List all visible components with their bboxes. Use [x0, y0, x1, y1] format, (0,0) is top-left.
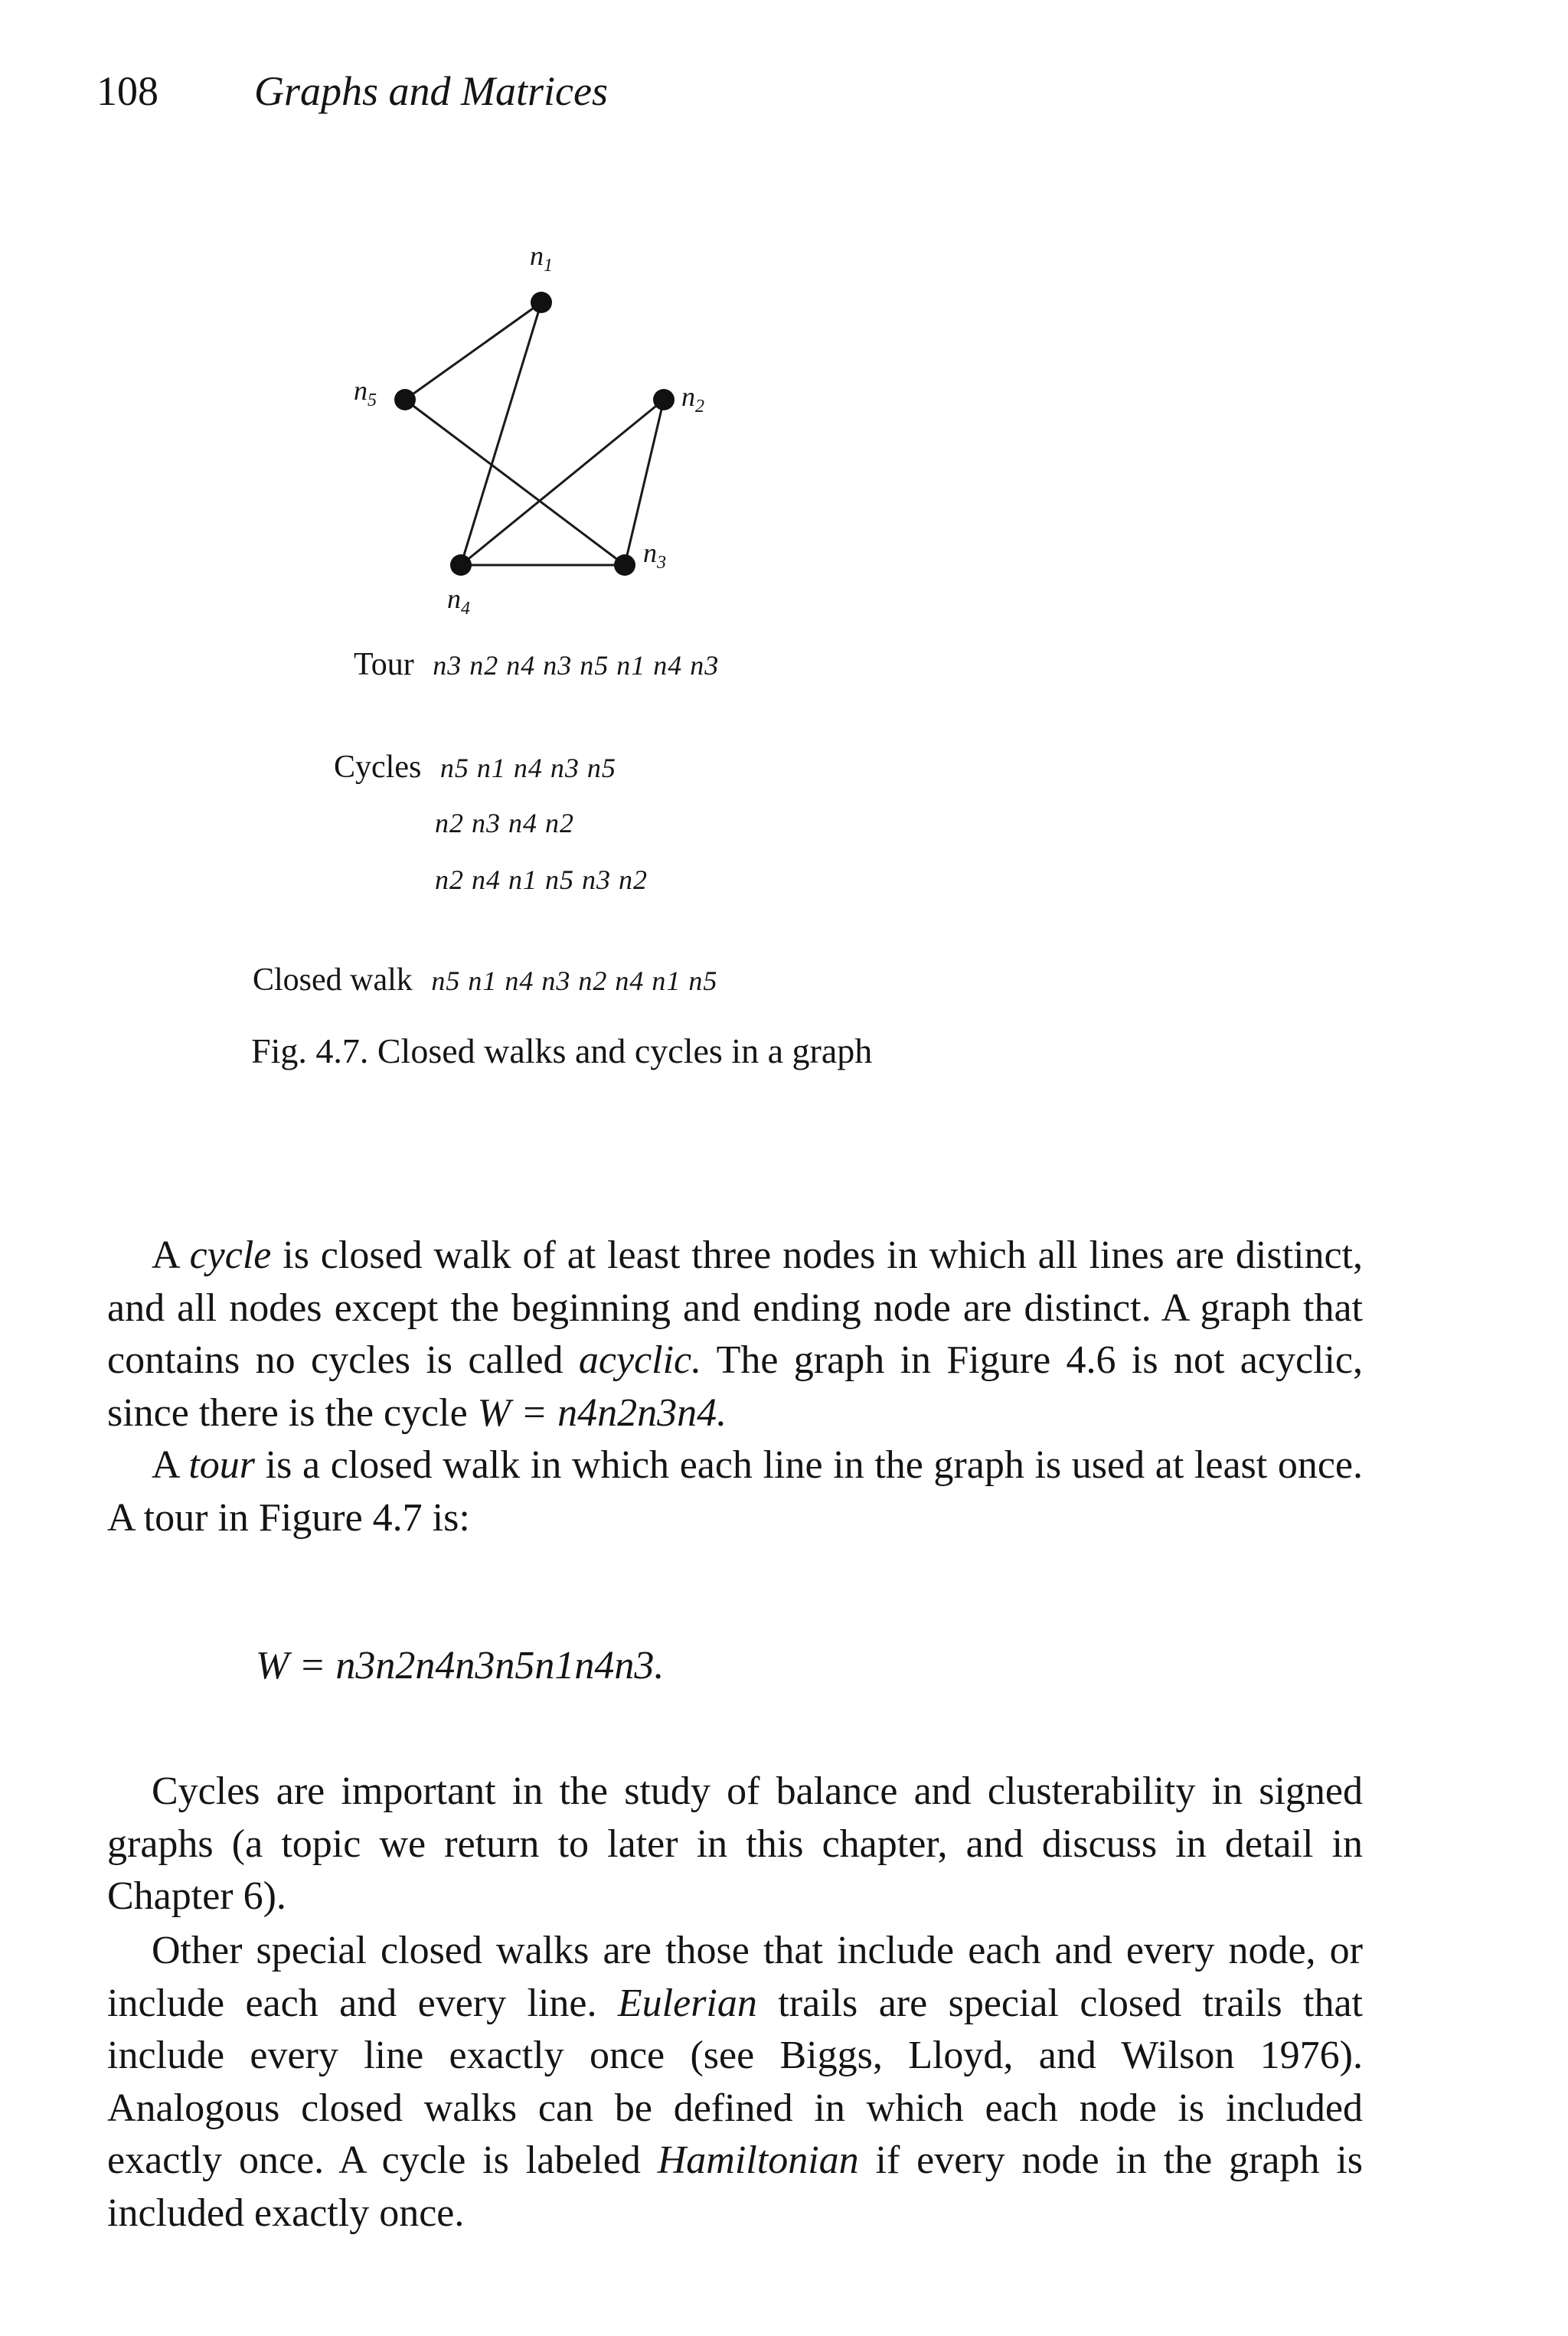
cycle-3: n2 n4 n1 n5 n3 n2 [435, 864, 648, 895]
edge-n1-n5 [405, 302, 541, 400]
closed-walk-sequence: n5 n1 n4 n3 n2 n4 n1 n5 [431, 965, 718, 996]
node-label-n5: $n_5$ [354, 375, 377, 410]
paragraph-tour-definition: A tour is a closed walk in which each line in the graph is used at least once. A tour in Figure 4.7 is: [107, 1443, 1364, 1540]
figure-caption: Fig. 4.7. Closed walks and cycles in a graph [251, 1031, 873, 1070]
edge-n1-n4 [461, 302, 541, 565]
node-n3 [614, 554, 635, 576]
node-label-n4: $n_4$ [447, 583, 470, 619]
tour-label: Tour [354, 647, 414, 682]
node-label-n2: $n_2$ [681, 381, 704, 417]
tour-equation: W = n3n2n4n3n5n1n4n3. [256, 1644, 665, 1687]
cycles-label: Cycles [334, 750, 422, 785]
cycle-1: n5 n1 n4 n3 n5 [439, 753, 616, 783]
node-n4 [450, 554, 472, 576]
edge-n2-n4 [461, 400, 664, 565]
node-n1 [531, 292, 552, 313]
cycle-2: n2 n3 n4 n2 [435, 808, 574, 838]
node-label-n1: $n_1$ [530, 240, 553, 276]
node-label-n3: $n_3$ [643, 537, 666, 573]
paragraph-cycle-definition: A cycle is closed walk of at least three nodes in which all lines are distinct, and all nodes except the beginning and ending node are distinct. A graph that contains no cycles is called acyclic. The graph in Figure 4.6 is not acyclic, since there is the cycle W = n4n2n3n4. [107, 1233, 1364, 1435]
cycles-row [334, 749, 616, 786]
running-header-title: Graphs and Matrices [254, 68, 608, 114]
node-n2 [653, 389, 675, 410]
tour-row [354, 646, 719, 683]
closed-walk-row [253, 962, 717, 998]
closed-walk-label: Closed walk [253, 962, 413, 998]
page-number: 108 [96, 68, 158, 114]
edge-n5-n3 [405, 400, 625, 565]
graph-figure [322, 230, 827, 628]
node-n5 [394, 389, 416, 410]
tour-sequence: n3 n2 n4 n3 n5 n1 n4 n3 [433, 650, 720, 681]
paragraph-cycles-importance: Cycles are important in the study of balance and clusterability in signed graphs (a topic we return to later in this chapter, and discuss in detail in Chapter 6). [107, 1769, 1363, 1918]
paragraph-special-closed-walks: Other special closed walks are those that include each and every node, or include each and every line. Eulerian trails are special closed trails that include every line exactly once (see Biggs, Lloyd, and Wilson 1976). Analogous closed walks can be defined in which each node is included exactly once. A cycle is labeled Hamiltonian if every node in the graph is included exactly once. [107, 1929, 1364, 2235]
